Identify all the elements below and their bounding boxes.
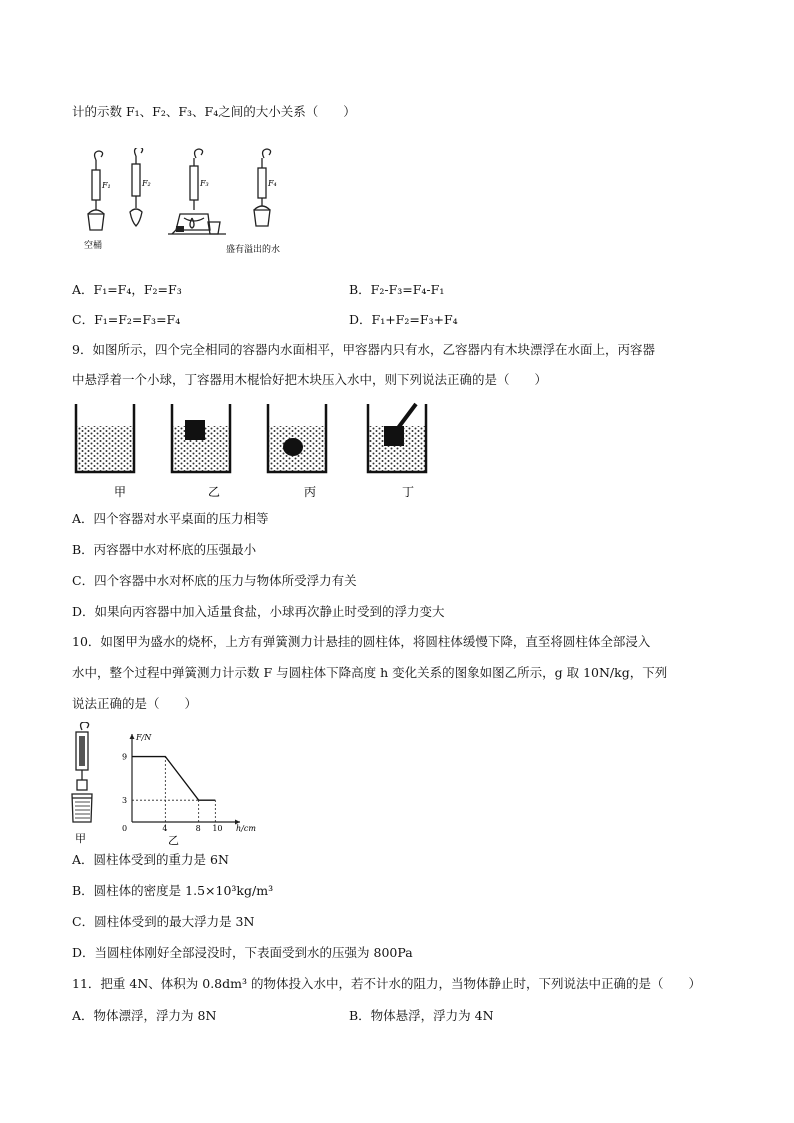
q9-option-d: D．如果向丙容器中加入适量食盐，小球再次静止时受到的浮力变大	[72, 604, 445, 619]
q9-option-a: A．四个容器对水平桌面的压力相等	[72, 511, 269, 526]
q9-figure	[72, 402, 452, 502]
y-tick-label: 3	[122, 796, 128, 806]
q9-option-c: C．四个容器中水对杯底的压力与物体所受浮力有关	[72, 573, 357, 588]
x-tick-label: 4	[162, 824, 168, 833]
y-tick-label: 9	[122, 752, 128, 762]
q10-option-a: A．圆柱体受到的重力是 6N	[72, 852, 229, 867]
f-h-chart	[122, 733, 256, 833]
x-tick-label: 8	[195, 824, 201, 833]
q9-label-ding: 丁	[402, 485, 415, 499]
q8-label-f4: F₄	[268, 179, 277, 188]
q9-label-bing: 丙	[304, 485, 317, 499]
q10-option-d: D．当圆柱体刚好全部浸没时，下表面受到水的压强为 800Pa	[72, 945, 413, 960]
q8-label-f2: F₂	[142, 179, 151, 188]
q11-option-b: B．物体悬浮，浮力为 4N	[349, 1008, 494, 1023]
q10-label-yi: 乙	[168, 834, 179, 847]
x-axis-label: h/cm	[236, 824, 256, 833]
q8-label-f1: F₁	[102, 181, 111, 190]
q10-label-jia: 甲	[75, 832, 86, 845]
q10-figure	[70, 722, 260, 852]
x-tick-label: 0	[122, 824, 128, 833]
x-tick-label: 10	[212, 824, 223, 833]
y-axis-label: F/N	[136, 733, 152, 742]
q8-figure	[76, 148, 316, 256]
q10-stem-line1: 10．如图甲为盛水的烧杯，上方有弹簧测力计悬挂的圆柱体，将圆柱体缓慢下降，直至将圆柱体全部浸入	[72, 634, 651, 649]
q8-caption-empty-bucket: 空桶	[84, 241, 103, 251]
q11-stem: 11．把重 4N、体积为 0.8dm³ 的物体投入水中，若不计水的阻力，当物体静止时，下列说法中正确的是（ ）	[72, 976, 701, 991]
q9-label-jia: 甲	[114, 485, 127, 499]
q11-option-a: A．物体漂浮，浮力为 8N	[72, 1008, 217, 1023]
q9-stem-line2: 中悬浮着一个小球，丁容器用木棍恰好把木块压入水中，则下列说法正确的是（ ）	[72, 372, 548, 387]
q8-option-a: A．F₁=F₄，F₂=F₃	[72, 282, 182, 297]
q10-stem-line3: 说法正确的是（ ）	[72, 696, 198, 711]
q8-label-f3: F₃	[200, 179, 209, 188]
q10-option-c: C．圆柱体受到的最大浮力是 3N	[72, 914, 255, 929]
q9-option-b: B．丙容器中水对杯底的压强最小	[72, 542, 257, 557]
q8-stem-tail: 计的示数 F₁、F₂、F₃、F₄之间的大小关系（ ）	[72, 104, 356, 119]
q8-option-b: B．F₂-F₃=F₄-F₁	[349, 282, 445, 297]
q8-option-d: D．F₁+F₂=F₃+F₄	[349, 312, 458, 327]
y-axis-arrow	[130, 734, 135, 739]
q8-option-c: C．F₁=F₂=F₃=F₄	[72, 312, 181, 327]
q10-stem-line2: 水中，整个过程中弹簧测力计示数 F 与圆柱体下降高度 h 变化关系的图象如图乙所示，g 取 10N/kg，下列	[72, 665, 668, 680]
series-line	[132, 757, 215, 801]
q9-stem-line1: 9．如图所示，四个完全相同的容器内水面相平，甲容器内只有水，乙容器内有木块漂浮在水面上，丙容器	[72, 342, 655, 357]
q8-caption-overflow-water: 盛有溢出的水	[226, 245, 281, 255]
q10-option-b: B．圆柱体的密度是 1.5×10³kg/m³	[72, 883, 274, 898]
q9-label-yi: 乙	[208, 485, 221, 499]
